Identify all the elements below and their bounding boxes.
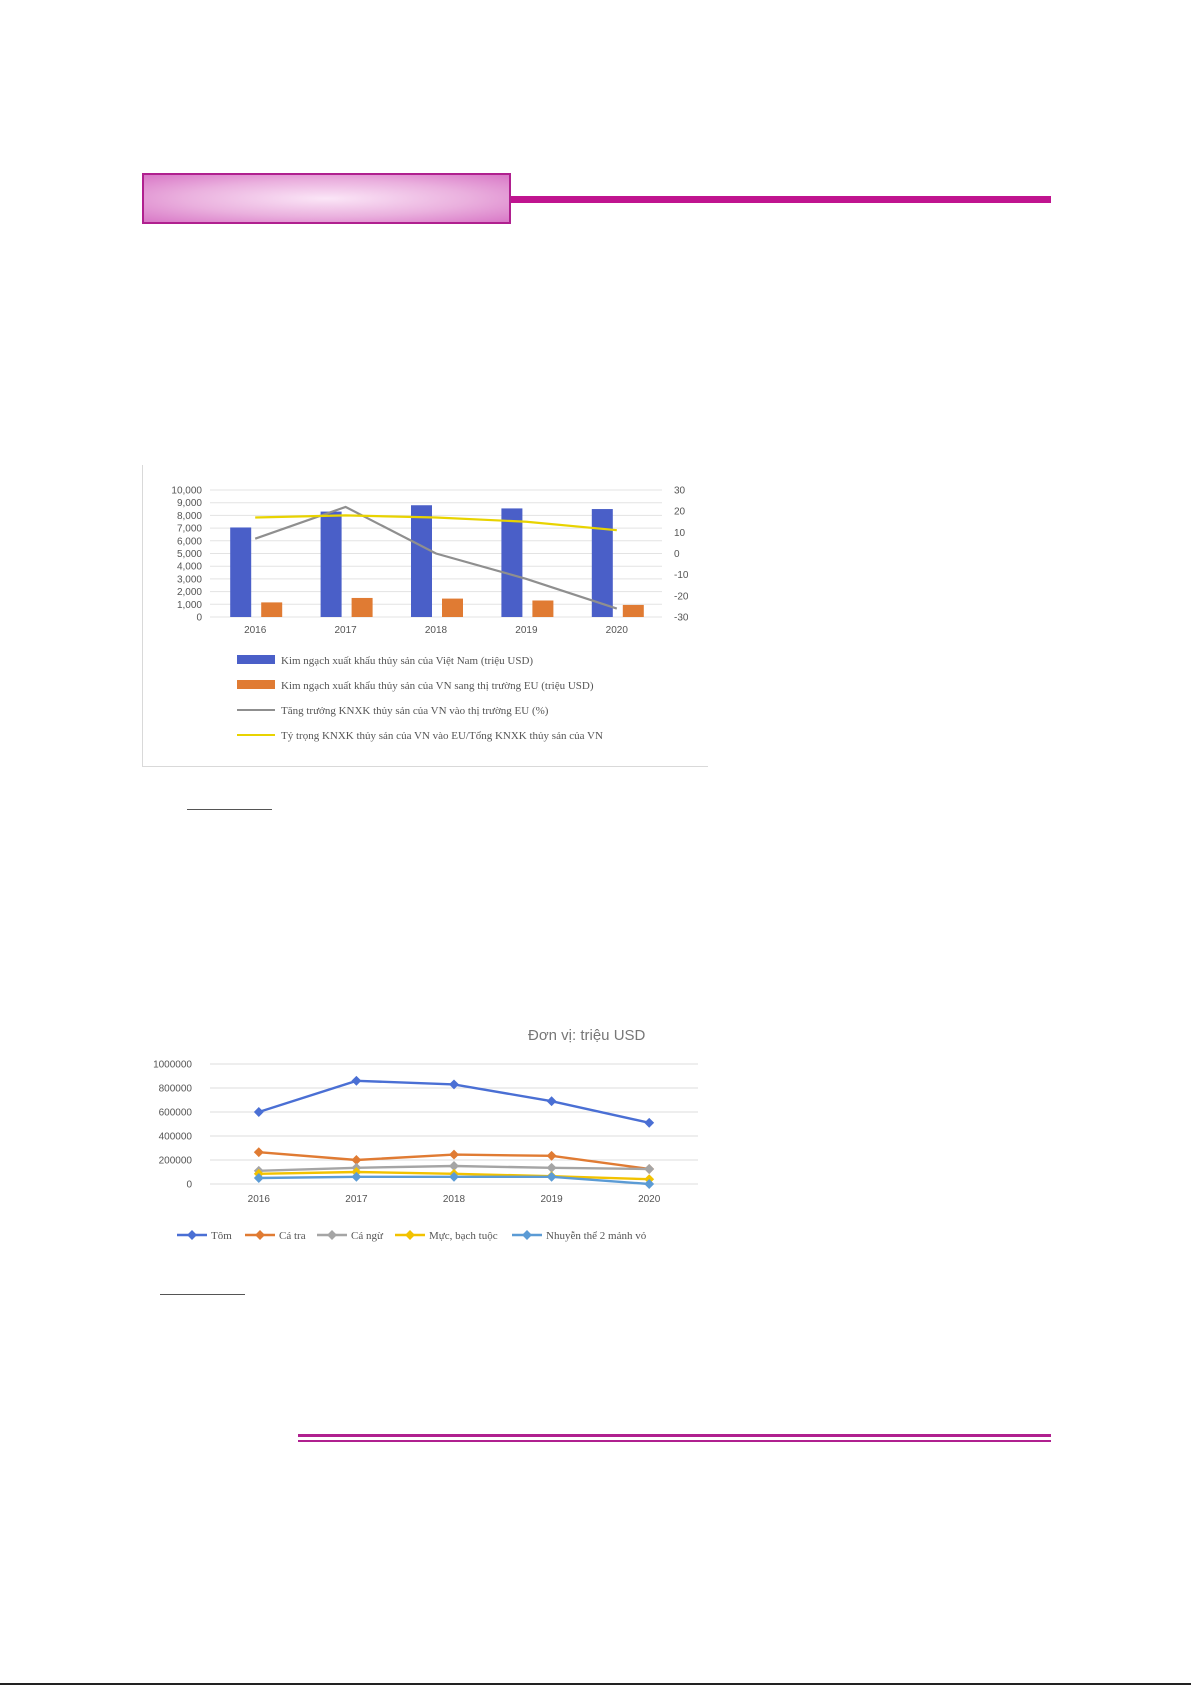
chart1-left-tick-label: 9,000	[176, 498, 202, 510]
chart1-legend-label: Tỷ trọng KNXK thủy sản của VN vào EU/Tổng KNXK thủy sản của VN	[281, 730, 603, 742]
chart1-left-tick-label: 1,000	[176, 599, 202, 611]
chart1-legend-swatch	[237, 655, 275, 664]
chart1-bar	[261, 602, 282, 617]
chart2-tick-label: 1000000	[153, 1059, 192, 1071]
chart1-legend-swatch	[237, 680, 275, 689]
chart2-category-label: 2020	[638, 1194, 661, 1205]
chart2-marker	[547, 1096, 557, 1106]
chart2-marker	[254, 1107, 264, 1117]
chart1-category-label: 2018	[424, 625, 448, 636]
chart2-legend-label: Cá tra	[279, 1230, 306, 1242]
chart2-marker	[547, 1172, 557, 1182]
chart2-legend-label: Tôm	[211, 1230, 232, 1242]
chart2-legend-marker	[255, 1230, 265, 1240]
chart2-source-underline	[160, 1294, 245, 1295]
chart1-left-tick-label: 2,000	[176, 587, 202, 599]
chart2-legend-marker	[405, 1230, 415, 1240]
chart1-left-tick-label: 7,000	[176, 523, 202, 535]
chart1-legend-label: Kim ngạch xuất khẩu thủy sản của VN sang thị trường EU (triệu USD)	[281, 680, 594, 692]
chart2-legend-marker	[522, 1230, 532, 1240]
chart2-category-label: 2018	[442, 1194, 466, 1205]
chart1-category-label: 2017	[334, 625, 357, 636]
chart1-right-tick-label: 0	[674, 549, 680, 560]
chart2-tick-label: 800000	[158, 1083, 192, 1095]
chart1-right-tick-label: 10	[674, 527, 686, 539]
chart1-bar	[321, 512, 342, 617]
chart2-tick-label: 200000	[158, 1155, 192, 1167]
chart1-right-tick-label: -10	[674, 570, 689, 582]
chart1-right-tick-label: 30	[674, 485, 686, 497]
chart1-right-tick-label: -30	[674, 612, 689, 624]
chart2-marker	[644, 1164, 654, 1174]
chart2-unit-label: Đơn vị: triệu USD	[528, 1027, 646, 1044]
chart1-right-tick-label: 20	[674, 506, 686, 518]
chart2-tick-label: 0	[186, 1179, 192, 1191]
chart2-marker	[547, 1151, 557, 1161]
chart1-left-tick-label: 3,000	[176, 574, 202, 586]
chart1-left-tick-label: 5,000	[176, 549, 202, 560]
chart2-tick-label: 600000	[158, 1107, 192, 1119]
chart1-legend-label: Tăng trưởng KNXK thủy sản của VN vào thị trường EU (%)	[281, 705, 549, 717]
chart2-legend-label: Cá ngừ	[351, 1230, 383, 1242]
footer-rule-bottom	[298, 1440, 1051, 1442]
chart1-bar	[230, 527, 251, 617]
chart2-category-label: 2016	[247, 1194, 270, 1205]
chart1-bar	[501, 508, 522, 617]
chart2-category-label: 2017	[345, 1194, 368, 1205]
chart2-category-label: 2019	[540, 1194, 563, 1205]
chart1-bar	[532, 600, 553, 617]
chart1-right-tick-label: -20	[674, 591, 689, 603]
footer-rule-top	[298, 1434, 1051, 1437]
chart1-left-tick-label: 4,000	[176, 561, 202, 573]
export-combo-chart	[142, 465, 708, 767]
chart2-marker	[449, 1150, 459, 1160]
section-heading-tab	[142, 173, 511, 224]
chart2-legend-label: Mực, bạch tuộc	[429, 1230, 498, 1242]
chart2-marker	[644, 1118, 654, 1128]
chart1-category-label: 2016	[244, 625, 267, 636]
chart2-marker	[254, 1147, 264, 1157]
section-heading-rule	[511, 196, 1051, 203]
chart1-legend-label: Kim ngạch xuất khẩu thủy sản của Việt Nam (triệu USD)	[281, 655, 534, 667]
chart2-legend-label: Nhuyễn thể 2 mảnh vỏ	[546, 1230, 647, 1242]
chart1-source-underline	[187, 809, 272, 810]
chart2-tick-label: 400000	[158, 1131, 192, 1143]
chart1-bar	[352, 598, 373, 617]
chart1-series-line	[255, 507, 617, 609]
chart1-bar	[623, 605, 644, 617]
chart1-category-label: 2019	[515, 625, 538, 636]
product-line-chart	[142, 1018, 708, 1248]
chart1-category-label: 2020	[605, 625, 628, 636]
chart2-marker	[351, 1076, 361, 1086]
chart1-left-tick-label: 6,000	[176, 536, 202, 548]
chart1-left-tick-label: 8,000	[176, 510, 202, 522]
chart1-left-tick-label: 10,000	[171, 485, 202, 497]
chart1-bar	[411, 505, 432, 617]
chart1-left-tick-label: 0	[196, 612, 202, 624]
chart2-legend-marker	[187, 1230, 197, 1240]
chart2-legend-marker	[327, 1230, 337, 1240]
chart1-bar	[442, 599, 463, 617]
